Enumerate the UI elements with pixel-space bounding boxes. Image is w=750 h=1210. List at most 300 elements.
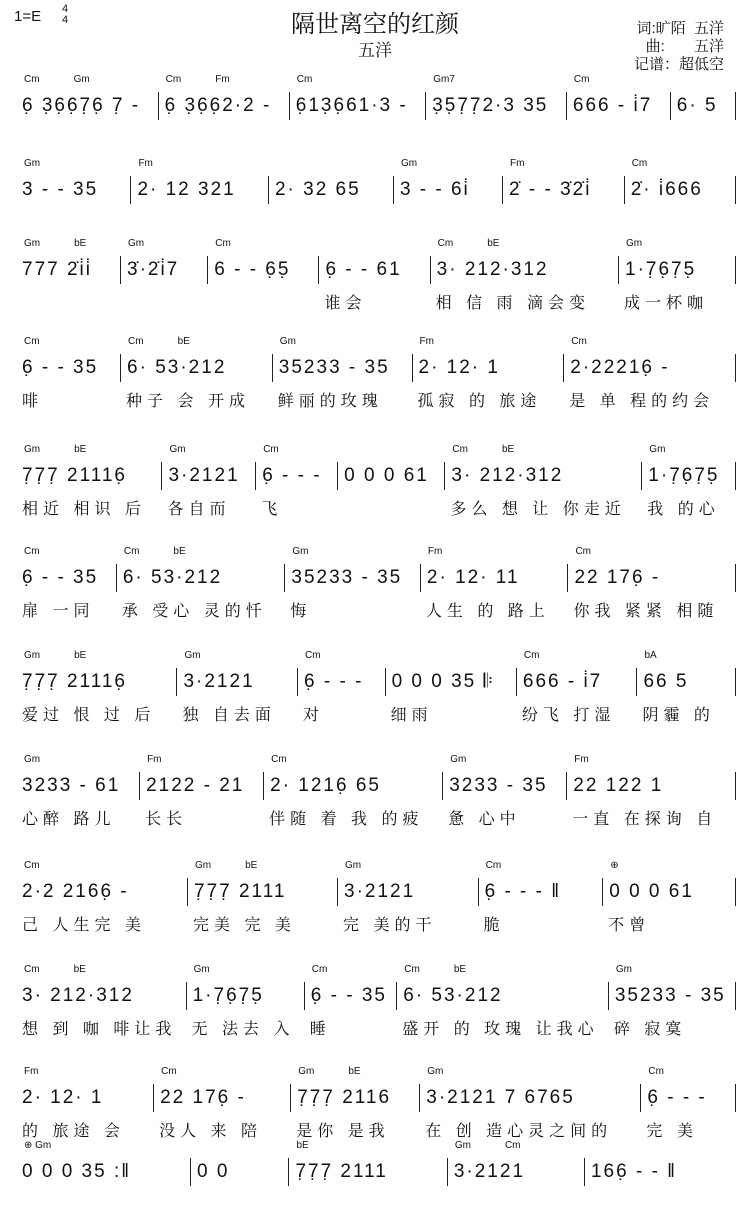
chord-row bbox=[426, 546, 562, 564]
chord-row bbox=[642, 650, 730, 668]
notes: 0 0 bbox=[190, 1158, 288, 1186]
measure bbox=[16, 754, 139, 828]
measure bbox=[16, 444, 161, 518]
chord-row bbox=[436, 238, 612, 256]
key-signature: 1=E bbox=[14, 8, 42, 25]
notes: 0 0 0 35 :‖ bbox=[22, 1161, 132, 1182]
lyrics: 鲜丽的玫瑰 bbox=[277, 393, 383, 410]
notes: 7̣7̣7̣ 21116̣ bbox=[22, 671, 127, 692]
notes: 6̣ - - 35 bbox=[22, 357, 99, 378]
chord-symbol: Gm bbox=[24, 650, 41, 661]
lyrics: 不曾 bbox=[608, 917, 651, 934]
notes: 35233 - 35 bbox=[608, 982, 736, 1010]
chord-symbol: Gm bbox=[24, 158, 41, 169]
staff-system bbox=[16, 860, 736, 934]
notes: 3·2121 bbox=[176, 668, 297, 696]
chord-symbol: Gm bbox=[24, 754, 41, 765]
chord-row bbox=[22, 964, 180, 982]
chord-row bbox=[343, 444, 438, 462]
chord-row bbox=[343, 860, 472, 878]
notes: 7̣7̣7̣ 2111 bbox=[288, 1158, 446, 1186]
notes: 3·2121 bbox=[447, 1158, 584, 1186]
chord-row bbox=[608, 860, 730, 878]
staff-system bbox=[16, 1066, 736, 1140]
lyrics: 相近 相识 后 bbox=[22, 501, 146, 518]
chord-row bbox=[182, 650, 291, 668]
notes: 0 0 0 35 𝄆 bbox=[385, 668, 516, 696]
notes: 3̇·2̇i̇7 bbox=[120, 256, 207, 284]
measure bbox=[385, 650, 516, 724]
chord-row bbox=[425, 1066, 634, 1084]
chord-symbol: Cm bbox=[305, 650, 321, 661]
chord-symbol: Fm bbox=[510, 158, 525, 169]
chord-row bbox=[261, 444, 331, 462]
notes: 6̣ - - 35 bbox=[22, 567, 99, 588]
lyrics: 长长 bbox=[145, 811, 188, 828]
chord-symbol: bE bbox=[74, 650, 87, 661]
measure bbox=[567, 546, 736, 620]
chord-symbol: Cm bbox=[271, 754, 287, 765]
measure bbox=[139, 754, 263, 828]
notes: 7̣7̣7̣ 21116̣ bbox=[22, 465, 127, 486]
time-bottom: 4 bbox=[62, 14, 69, 26]
lyrics: 各自而 bbox=[167, 501, 231, 518]
notes: 2· 32 65 bbox=[268, 176, 393, 204]
lyricist: 词:旷陌 五洋 bbox=[636, 20, 724, 37]
measure-row bbox=[16, 860, 736, 934]
notes: 0 0 0 61 bbox=[337, 462, 444, 490]
notes: 777 2̇i̇i̇ bbox=[22, 259, 92, 280]
chord-row bbox=[402, 964, 602, 982]
measure bbox=[419, 1066, 640, 1140]
chord-row bbox=[399, 158, 496, 176]
chord-row bbox=[22, 238, 114, 256]
chord-symbol: Cm bbox=[24, 336, 40, 347]
chord-symbol: Gm bbox=[184, 650, 201, 661]
chord-symbol: bE bbox=[453, 964, 467, 975]
chord-symbol: Cm bbox=[437, 238, 454, 249]
chord-symbol: Cm bbox=[263, 444, 279, 455]
notes: 2· 12 321 bbox=[130, 176, 268, 204]
measure bbox=[641, 444, 736, 518]
notes: 3· 212·312 bbox=[444, 462, 641, 490]
chord-symbol: bE bbox=[177, 336, 190, 347]
chord-row bbox=[630, 158, 730, 176]
notes: 2· 12· 11 bbox=[420, 564, 568, 592]
lyrics: 碎 寂寞 bbox=[613, 1021, 687, 1038]
chord-row bbox=[522, 650, 631, 668]
measure bbox=[16, 1066, 153, 1140]
measure bbox=[442, 754, 566, 828]
lyrics: 相 信 雨 滴会变 bbox=[435, 295, 590, 312]
chord-symbol: bA bbox=[644, 650, 657, 661]
measure bbox=[412, 336, 564, 410]
measure bbox=[16, 546, 116, 620]
chord-row bbox=[296, 1066, 413, 1084]
chord-symbol: Gm bbox=[427, 1066, 444, 1077]
notes: 6̣ - - - bbox=[297, 668, 385, 696]
chord-row bbox=[448, 754, 560, 772]
chord-symbol: Cm bbox=[296, 74, 313, 85]
measure-row bbox=[16, 238, 736, 312]
lyrics: 成一杯咖 bbox=[624, 295, 709, 312]
notes: 2· 12· 1 bbox=[412, 354, 564, 382]
measure bbox=[337, 444, 444, 514]
chord-symbol: Cm bbox=[123, 546, 140, 557]
notes: 7̣7̣7̣ 2116 bbox=[290, 1084, 419, 1112]
measure bbox=[16, 74, 158, 144]
notes: 6̣ - - - ‖ bbox=[478, 878, 603, 906]
notes: 6̣ - - 61 bbox=[318, 256, 429, 284]
chord-row bbox=[450, 444, 635, 462]
chord-symbol: Gm bbox=[649, 444, 666, 455]
notes: 3·2121 bbox=[337, 878, 478, 906]
notes: 3 - - 6i̇ bbox=[393, 176, 502, 204]
chord-row bbox=[122, 546, 279, 564]
measure bbox=[396, 964, 608, 1038]
notes: 6· 53·212 bbox=[396, 982, 608, 1010]
lyrics: 对 bbox=[303, 707, 325, 724]
lyrics: 细雨 bbox=[390, 707, 433, 724]
composer: 曲: 五洋 bbox=[645, 38, 724, 55]
measure bbox=[447, 1140, 584, 1210]
lyrics: 你我 紧紧 相随 bbox=[573, 603, 719, 620]
chord-row bbox=[294, 1140, 440, 1158]
measure bbox=[670, 74, 736, 144]
chord-symbol: Cm bbox=[523, 650, 540, 661]
chord-row bbox=[22, 74, 152, 92]
measure-row bbox=[16, 1140, 736, 1210]
lyrics: 谁会 bbox=[324, 295, 367, 312]
chord-symbol: Cm bbox=[485, 860, 502, 871]
chord-symbol: Cm bbox=[24, 74, 40, 85]
notes: 6̣ 3̣6̣6̣2·2 - bbox=[158, 92, 289, 120]
lyrics: 悔 bbox=[290, 603, 312, 620]
chord-row bbox=[22, 158, 124, 176]
lyrics: 伴随 着 我 的疲 bbox=[269, 811, 424, 828]
lyrics: 啡 bbox=[22, 393, 44, 410]
chord-symbol: Gm bbox=[298, 1066, 315, 1077]
measure bbox=[16, 860, 187, 934]
notes: 1·7̣6̣7̣5̣ bbox=[186, 982, 304, 1010]
chord-symbol: Gm bbox=[169, 444, 186, 455]
measure bbox=[16, 650, 176, 724]
notes: 22 122 1 bbox=[566, 772, 736, 800]
chord-symbol: Fm bbox=[147, 754, 162, 765]
notes: 3·2121 bbox=[161, 462, 255, 490]
chord-row bbox=[572, 754, 730, 772]
chord-symbol: Cm bbox=[165, 74, 182, 85]
chord-symbol: Cm bbox=[575, 546, 591, 557]
chord-symbol: Fm bbox=[574, 754, 589, 765]
notes: 6̣ - - 35 bbox=[304, 982, 396, 1010]
chord-symbol: bE bbox=[245, 860, 258, 871]
chord-symbol: Gm bbox=[400, 158, 418, 169]
transcriber: 记谱：超低空 bbox=[633, 56, 724, 73]
notes: 7̣7̣7̣ 2111 bbox=[187, 878, 337, 906]
measure bbox=[207, 238, 318, 308]
measure bbox=[608, 964, 736, 1038]
measure bbox=[566, 754, 736, 828]
chord-symbol: bE bbox=[73, 964, 86, 975]
chord-row bbox=[431, 74, 560, 92]
chord-symbol: bE bbox=[348, 1066, 361, 1077]
measure bbox=[153, 1066, 290, 1140]
chord-row bbox=[213, 238, 312, 256]
notes: 2122 - 21 bbox=[139, 772, 263, 800]
measure-row bbox=[16, 650, 736, 724]
chord-symbol: Cm bbox=[452, 444, 468, 455]
lyrics: 脆 bbox=[483, 917, 505, 934]
notes: 2̇· i̇666 bbox=[624, 176, 736, 204]
chord-row bbox=[22, 1066, 147, 1084]
measure bbox=[120, 238, 207, 308]
chord-row bbox=[647, 444, 730, 462]
chord-row bbox=[391, 650, 510, 668]
lyrics: 惫 心中 bbox=[448, 811, 521, 828]
chord-symbol: Fm bbox=[215, 74, 230, 85]
chord-symbol: Cm bbox=[631, 158, 648, 169]
chord-symbol: Fm bbox=[24, 1066, 39, 1077]
notes: 35233 - 35 bbox=[272, 354, 412, 382]
lyrics: 在 创 造心灵之间的 bbox=[425, 1123, 613, 1140]
measure bbox=[425, 74, 566, 144]
chord-symbol: Gm bbox=[193, 964, 210, 975]
chord-row bbox=[22, 546, 110, 564]
notes: 3233 - 61 bbox=[22, 775, 121, 796]
chord-row bbox=[192, 964, 298, 982]
staff-system bbox=[16, 444, 736, 518]
measure bbox=[272, 336, 412, 410]
chord-row bbox=[572, 74, 664, 92]
chord-row bbox=[484, 860, 597, 878]
lyrics: 纷飞 打湿 bbox=[521, 707, 616, 724]
measure bbox=[16, 964, 186, 1038]
chord-row bbox=[126, 336, 266, 354]
measure bbox=[584, 1140, 736, 1210]
measure-row bbox=[16, 964, 736, 1038]
chord-symbol: Gm bbox=[615, 964, 632, 975]
chord-row bbox=[167, 444, 249, 462]
staff-system bbox=[16, 964, 736, 1038]
notes: 2· 1216̣ 65 bbox=[263, 772, 442, 800]
notes: 2· 12· 1 bbox=[22, 1087, 104, 1108]
measure bbox=[478, 860, 603, 934]
notes: 66 5 bbox=[636, 668, 736, 696]
notes: 2·22216̣ - bbox=[563, 354, 736, 382]
chord-row bbox=[193, 860, 331, 878]
measure bbox=[624, 158, 736, 228]
lyrics: 无 法去 入 bbox=[191, 1021, 295, 1038]
chord-symbol: Fm bbox=[138, 158, 153, 169]
chord-symbol: ⊕ bbox=[610, 860, 619, 871]
chord-symbol: Gm bbox=[279, 336, 296, 347]
notes: 166̣ - - ‖ bbox=[584, 1158, 736, 1186]
notes: 6· 53·212 bbox=[116, 564, 285, 592]
lyrics: 是你 是我 bbox=[296, 1123, 390, 1140]
measure bbox=[120, 336, 272, 410]
chord-symbol: Gm bbox=[195, 860, 212, 871]
measure bbox=[290, 1066, 419, 1140]
measure bbox=[502, 158, 624, 228]
notes: 6· 5 bbox=[670, 92, 736, 120]
staff-system bbox=[16, 74, 736, 144]
measure bbox=[640, 1066, 736, 1140]
notes: 666 - i̇7 bbox=[566, 92, 670, 120]
chord-row bbox=[290, 546, 414, 564]
chord-row bbox=[22, 1140, 184, 1158]
measure bbox=[430, 238, 618, 312]
measure-row bbox=[16, 1066, 736, 1140]
lyrics: 种子 会 开成 bbox=[126, 393, 250, 410]
staff-system bbox=[16, 650, 736, 724]
measure bbox=[263, 754, 442, 828]
chord-row bbox=[590, 1140, 730, 1158]
chord-row bbox=[418, 336, 558, 354]
measure bbox=[636, 650, 736, 724]
measure-row bbox=[16, 158, 736, 228]
lyrics: 阴霾 的 bbox=[642, 707, 715, 724]
chord-row bbox=[145, 754, 257, 772]
chord-row bbox=[274, 158, 387, 176]
measure bbox=[176, 650, 297, 724]
chord-symbol: bE bbox=[74, 444, 87, 455]
lyrics: 没人 来 陪 bbox=[159, 1123, 263, 1140]
measure bbox=[255, 444, 337, 518]
chord-row bbox=[22, 444, 155, 462]
chord-symbol: Fm bbox=[427, 546, 443, 557]
notes: 0 0 0 61 bbox=[602, 878, 736, 906]
song-title: 隔世离空的红颜 bbox=[291, 11, 459, 38]
notes: 22 176̣ - bbox=[153, 1084, 290, 1112]
staff-system bbox=[16, 336, 736, 410]
staff-system bbox=[16, 238, 736, 312]
measure bbox=[16, 336, 120, 410]
chord-row bbox=[22, 860, 181, 878]
chord-symbol: Cm bbox=[128, 336, 144, 347]
measure bbox=[516, 650, 637, 724]
chord-symbol: Gm bbox=[292, 546, 309, 557]
notes: 666 - i̇7 bbox=[516, 668, 637, 696]
measure bbox=[393, 158, 502, 228]
chord-symbol: Cm bbox=[161, 1066, 177, 1077]
measure bbox=[566, 74, 670, 144]
measure bbox=[318, 238, 429, 312]
chord-symbol: Cm bbox=[404, 964, 420, 975]
notes: 6̣ - - - bbox=[255, 462, 337, 490]
measure-row bbox=[16, 546, 736, 620]
chord-symbol: Cm bbox=[571, 336, 587, 347]
lyrics: 人生 的 路上 bbox=[425, 603, 550, 620]
notes: 6̣ 3̣6̣6̣7̣6̣ 7̣ - bbox=[22, 95, 141, 116]
chord-symbol: Fm bbox=[419, 336, 434, 347]
notes: 3·2121 7 6765 bbox=[419, 1084, 640, 1112]
measure bbox=[158, 74, 289, 144]
chord-row bbox=[508, 158, 618, 176]
notes: 3 - - 35 bbox=[22, 179, 99, 200]
measure bbox=[16, 1140, 190, 1210]
staff-system bbox=[16, 754, 736, 828]
chord-symbol: Gm bbox=[24, 444, 41, 455]
measure bbox=[187, 860, 337, 934]
measure bbox=[602, 860, 736, 934]
lyrics: 完美 完 美 bbox=[193, 917, 296, 934]
notes: 6· 53·212 bbox=[120, 354, 272, 382]
chord-row bbox=[159, 1066, 284, 1084]
measure bbox=[116, 546, 285, 620]
chord-symbol: ⊕ Gm bbox=[24, 1140, 52, 1151]
chord-row bbox=[136, 158, 262, 176]
chord-symbol: bE bbox=[74, 238, 87, 249]
chord-symbol: Cm bbox=[215, 238, 231, 249]
chord-symbol: Gm bbox=[454, 1140, 471, 1151]
notes: 3· 212·312 bbox=[22, 985, 134, 1006]
chord-symbol: Cm bbox=[24, 546, 40, 557]
lyrics: 独 自去面 bbox=[182, 707, 276, 724]
chord-symbol: bE bbox=[173, 546, 186, 557]
chord-symbol: Cm bbox=[648, 1066, 664, 1077]
lyrics: 完 美 bbox=[646, 1123, 698, 1140]
measure bbox=[289, 74, 425, 144]
chord-symbol: Gm bbox=[345, 860, 362, 871]
lyrics: 多么 想 让 你走近 bbox=[450, 501, 626, 518]
lyrics: 的 旅途 会 bbox=[22, 1123, 125, 1140]
time-top: 4 bbox=[62, 3, 69, 15]
singer: 五洋 bbox=[358, 41, 392, 60]
chord-symbol: Gm7 bbox=[433, 74, 455, 85]
chord-row bbox=[303, 650, 379, 668]
lyrics: 想 到 咖 啡让我 bbox=[22, 1021, 177, 1038]
measure-row bbox=[16, 74, 736, 144]
lyrics: 承 受心 灵的忏 bbox=[121, 603, 267, 620]
chord-symbol: Cm bbox=[24, 964, 40, 975]
lyrics: 一直 在探询 自 bbox=[572, 811, 718, 828]
lyrics: 是 单 程的约会 bbox=[569, 393, 715, 410]
notes: 2·2 2166̣ - bbox=[22, 881, 129, 902]
lyrics: 睡 bbox=[309, 1021, 331, 1038]
chord-row bbox=[624, 238, 730, 256]
chord-row bbox=[22, 336, 114, 354]
chord-row bbox=[310, 964, 390, 982]
chord-row bbox=[614, 964, 730, 982]
lyrics: 扉 一同 bbox=[22, 603, 95, 620]
chord-symbol: Gm bbox=[626, 238, 643, 249]
notes: 35233 - 35 bbox=[284, 564, 420, 592]
chord-row bbox=[278, 336, 406, 354]
measure-row bbox=[16, 444, 736, 518]
measure bbox=[186, 964, 304, 1038]
chord-symbol: Gm bbox=[73, 74, 90, 85]
lyrics: 盛开 的 玫瑰 让我心 bbox=[402, 1021, 599, 1038]
measure bbox=[16, 238, 120, 308]
chord-symbol: Cm bbox=[24, 860, 40, 871]
measure bbox=[268, 158, 393, 228]
chord-row bbox=[295, 74, 419, 92]
chord-row bbox=[324, 238, 423, 256]
staff-system bbox=[16, 1140, 736, 1210]
chord-row bbox=[126, 238, 201, 256]
chord-row bbox=[676, 74, 730, 92]
measure bbox=[284, 546, 420, 620]
staff-system bbox=[16, 546, 736, 620]
measure bbox=[190, 1140, 288, 1210]
chord-symbol: Cm bbox=[504, 1140, 521, 1151]
chord-row bbox=[22, 754, 133, 772]
chord-symbol: Gm bbox=[450, 754, 467, 765]
chord-row bbox=[569, 336, 730, 354]
chord-row bbox=[646, 1066, 730, 1084]
lyrics: 爱过 恨 过 后 bbox=[22, 707, 156, 724]
